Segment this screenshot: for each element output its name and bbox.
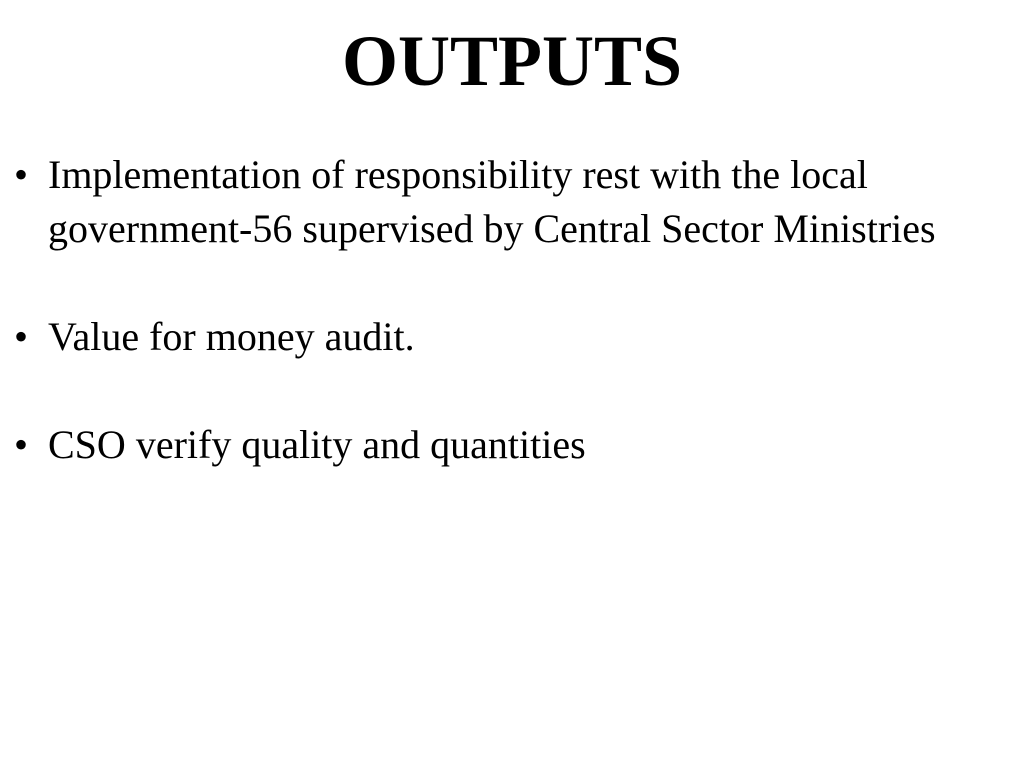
bullet-item-cso-verify bbox=[14, 418, 994, 472]
bullet-text: CSO verify quality and quantities bbox=[48, 422, 586, 467]
bullet-item-value-for-money bbox=[14, 310, 994, 364]
slide-title: OUTPUTS bbox=[341, 21, 683, 101]
bullet-text: Implementation of responsibility rest with the local government-56 supervised by Central Sector Ministries bbox=[48, 152, 936, 251]
bullet-icon: • bbox=[14, 422, 29, 467]
bullet-text: Value for money audit. bbox=[48, 314, 415, 359]
bullet-icon: • bbox=[14, 152, 29, 197]
bullet-item-implementation bbox=[14, 148, 994, 256]
bullet-list bbox=[14, 148, 994, 472]
bullet-icon: • bbox=[14, 314, 29, 359]
